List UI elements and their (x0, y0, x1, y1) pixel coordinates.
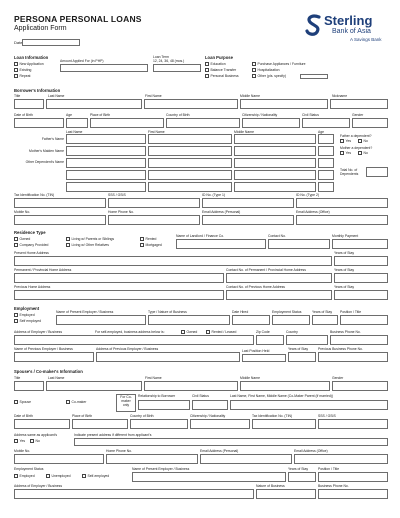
permanent-years-field[interactable] (334, 273, 388, 283)
spouse-emp-address-field[interactable] (14, 489, 254, 499)
father-dependent-no[interactable]: No (358, 139, 368, 143)
checkbox-icon[interactable] (14, 68, 18, 72)
form-subtitle: Application Form (14, 25, 67, 32)
spouse-civil-status-label: Civil Status (192, 394, 209, 398)
position-label: Position / Title (340, 310, 362, 314)
purpose-education[interactable]: Education (205, 62, 226, 66)
checkbox-icon[interactable] (14, 243, 18, 247)
for-comaker-label: For Co-maker only (120, 395, 132, 407)
sss-field[interactable] (108, 198, 200, 208)
res-company[interactable]: Company Provided (14, 243, 48, 247)
borrower-middlename-label: Middle Name (240, 94, 260, 98)
employer-address-label: Address of Employer / Business (14, 330, 63, 334)
last-position-field[interactable] (242, 354, 286, 362)
pob-label: Place of Birth (90, 113, 111, 117)
checkbox-icon[interactable] (66, 400, 70, 404)
dep2-lastname-field[interactable] (66, 170, 146, 180)
loan-type-new[interactable]: New Application (14, 62, 44, 66)
address-same-yes[interactable]: Yes (14, 439, 25, 443)
citizenship-field[interactable] (242, 118, 300, 128)
spouse-biz-phone-label: Business Phone No. (318, 484, 349, 488)
spouse-tin-label: Tax Identification No. (TIN) (252, 414, 293, 418)
spouse-middlename-field[interactable] (240, 381, 330, 391)
emp-years-label: Years of Stay (312, 310, 333, 314)
dependents-label: Other Dependent's Name (25, 160, 64, 164)
spouse-dob-label: Date of Birth (14, 414, 33, 418)
citizenship-label: Citizenship / Nationality (242, 113, 278, 117)
spouse-lastname-label: Last Name (48, 376, 65, 380)
id1-field[interactable] (202, 198, 294, 208)
opt-comaker[interactable]: Co-maker (66, 400, 86, 404)
email-office-field[interactable] (296, 215, 388, 225)
checkbox-icon[interactable] (140, 243, 144, 247)
checkbox-icon[interactable] (181, 330, 185, 334)
mother-firstname-field[interactable] (148, 146, 232, 156)
checkbox-icon[interactable] (340, 139, 344, 143)
spouse-title-field[interactable] (14, 381, 44, 391)
prev-phone-label: Previous Business Phone No. (318, 347, 363, 351)
zip-label: Zip Code (256, 330, 270, 334)
checkbox-icon[interactable] (30, 439, 34, 443)
loan-type-repeat[interactable]: Repeat (14, 74, 30, 78)
borrower-title-label: Title (14, 94, 21, 98)
monthly-payment-label: Monthly Payment (332, 234, 359, 238)
spouse-emp-unemployed[interactable]: Unemployed (46, 474, 71, 478)
previous-address-label: Previous Home Address (14, 285, 51, 289)
spouse-tin-field[interactable] (252, 419, 316, 429)
gender-field[interactable] (352, 118, 388, 128)
landlord-contact-label: Contact No. (268, 234, 286, 238)
home-phone-label: Home Phone No. (108, 210, 135, 214)
spouse-citizenship-field[interactable] (190, 419, 250, 429)
dep3-age-field[interactable] (318, 182, 334, 192)
previous-contact-field[interactable] (226, 290, 332, 300)
family-middlename-header: Middle Name (234, 130, 254, 134)
spouse-middlename-label: Middle Name (240, 376, 260, 380)
parent-name-field[interactable] (230, 400, 388, 410)
employer-name-label: Name of Present Employer / Business (56, 310, 114, 314)
employment-status-label: Employment Status (272, 310, 302, 314)
prev-years-field[interactable] (288, 352, 316, 362)
mother-middlename-field[interactable] (234, 146, 316, 156)
res-mortgaged[interactable]: Mortgaged (140, 243, 162, 247)
spouse-sss-label: SSS / GSIS (318, 414, 336, 418)
dep2-age-field[interactable] (318, 170, 334, 180)
spouse-emp-status-label: Employment Status (14, 467, 44, 471)
prev-employer-field[interactable] (14, 352, 94, 362)
spouse-cob-field[interactable] (130, 419, 188, 429)
borrower-title-field[interactable] (14, 99, 44, 109)
borrower-firstname-label: First Name (145, 94, 162, 98)
dep1-middlename-field[interactable] (234, 158, 316, 168)
date-label: Date (14, 40, 23, 45)
date-hired-label: Date Hired (232, 310, 249, 314)
mother-lastname-field[interactable] (66, 146, 146, 156)
spouse-emp-employed[interactable]: Employed (14, 474, 35, 478)
dob-field[interactable] (14, 118, 64, 128)
borrower-lastname-field[interactable] (46, 99, 142, 109)
business-type-field[interactable] (148, 315, 230, 325)
position-field[interactable] (340, 315, 388, 325)
dep2-middlename-field[interactable] (234, 170, 316, 180)
previous-contact-label: Contact No. of Previous Home Address (226, 285, 285, 289)
father-firstname-field[interactable] (148, 134, 232, 144)
purpose-other[interactable]: Other (pls. specify) (252, 74, 286, 78)
checkbox-icon[interactable] (205, 68, 209, 72)
amount-label: Amount Applied For (in PHP) (60, 59, 104, 63)
checkbox-icon[interactable] (14, 400, 18, 404)
permanent-address-label: Permanent / Provincial Home Address (14, 268, 72, 272)
spouse-cob-label: Country of Birth (130, 414, 154, 418)
mother-dependent-yes[interactable]: Yes (340, 151, 351, 155)
logo-bank: Bank of Asia (332, 28, 371, 35)
present-address-label: Present Home Address (14, 251, 49, 255)
biz-rented[interactable]: Rented / Leased (206, 330, 236, 334)
prev-phone-field[interactable] (318, 352, 388, 362)
mother-dependent-no[interactable]: No (358, 151, 368, 155)
form-title: PERSONA PERSONAL LOANS (14, 14, 142, 24)
dob-label: Date of Birth (14, 113, 33, 117)
employer-name-field[interactable] (56, 315, 146, 325)
email-personal-field[interactable] (202, 215, 294, 225)
prev-address-field[interactable] (96, 352, 240, 362)
family-lastname-header: Last Name (66, 130, 83, 134)
checkbox-icon[interactable] (206, 330, 210, 334)
father-dependent-label: Father a dependent? (340, 134, 372, 138)
spouse-civil-status-field[interactable] (192, 400, 228, 410)
checkbox-icon[interactable] (46, 474, 50, 478)
civil-status-label: Civil Status (302, 113, 319, 117)
spouse-mobile-field[interactable] (14, 454, 104, 464)
relationship-label: Relationship to Borrower (138, 394, 176, 398)
spouse-mobile-label: Mobile No. (14, 449, 31, 453)
monthly-payment-field[interactable] (332, 239, 388, 249)
relationship-field[interactable] (138, 400, 190, 410)
previous-years-field[interactable] (334, 290, 388, 300)
checkbox-icon[interactable] (140, 237, 144, 241)
present-years-field[interactable] (334, 256, 388, 266)
mother-dependent-label: Mother a dependent? (340, 146, 373, 150)
checkbox-icon[interactable] (252, 62, 256, 66)
last-position-label: Last Position Held (242, 349, 270, 353)
spouse-email-personal-label: Email Address (Personal) (200, 449, 239, 453)
spouse-employer-field[interactable] (132, 472, 286, 482)
landlord-field[interactable] (176, 239, 266, 249)
sss-label: SSS / GSIS (108, 193, 126, 197)
spouse-home-phone-field[interactable] (106, 454, 198, 464)
id2-field[interactable] (296, 198, 388, 208)
previous-years-label: Years of Stay (334, 285, 355, 289)
business-type-label: Type / Nature of Business (148, 310, 187, 314)
spouse-home-phone-label: Home Phone No. (106, 449, 133, 453)
spouse-pob-field[interactable] (72, 419, 128, 429)
checkbox-icon[interactable] (14, 474, 18, 478)
email-personal-label: Email Address (Personal) (202, 210, 241, 214)
logo (305, 13, 390, 53)
spouse-sss-field[interactable] (318, 419, 388, 429)
previous-address-field[interactable] (14, 290, 224, 300)
mother-age-field[interactable] (318, 146, 334, 156)
gender-label: Gender (352, 113, 364, 117)
spouse-years-label: Years of Stay (288, 467, 309, 471)
spouse-dob-field[interactable] (14, 419, 70, 429)
father-age-field[interactable] (318, 134, 334, 144)
loan-purpose-heading: Loan Purpose (205, 55, 233, 60)
father-dependent-yes[interactable]: Yes (340, 139, 351, 143)
permanent-contact-label: Contact No. of Permanent / Provincial Home Address (226, 268, 306, 272)
present-address-field[interactable] (14, 256, 332, 266)
spouse-heading: Spouse's / Co-maker's Information (14, 369, 83, 374)
father-label: Father's Name (41, 137, 64, 141)
dep1-lastname-field[interactable] (66, 158, 146, 168)
purpose-balance-transfer[interactable]: Balance Transfer (205, 68, 236, 72)
borrower-nickname-field[interactable] (330, 99, 388, 109)
logo-tagline: A Savings Bank (350, 37, 382, 42)
spouse-years-field[interactable] (288, 472, 316, 482)
total-dependents-label: Total No. of Dependents (340, 168, 359, 176)
checkbox-icon[interactable] (14, 319, 18, 323)
checkbox-icon[interactable] (252, 74, 256, 78)
loan-term-field[interactable] (153, 64, 201, 72)
mobile-field[interactable] (14, 215, 106, 225)
res-owned[interactable]: Owned (14, 237, 30, 241)
landlord-label: Name of Landlord / Finance Co. (176, 234, 225, 238)
pob-field[interactable] (90, 118, 164, 128)
spouse-address-field[interactable] (74, 438, 388, 446)
id1-label: ID No. (Type 1) (202, 193, 225, 197)
civil-status-field[interactable] (302, 118, 350, 128)
checkbox-icon[interactable] (340, 151, 344, 155)
spouse-email-personal-field[interactable] (200, 454, 292, 464)
date-field[interactable] (22, 39, 80, 46)
checkbox-icon[interactable] (82, 474, 86, 478)
borrower-lastname-label: Last Name (48, 94, 65, 98)
biz-owned[interactable]: Owned (181, 330, 197, 334)
address-same-no[interactable]: No (30, 439, 40, 443)
borrower-heading: Borrower's Information (14, 88, 61, 93)
purpose-hospitalization[interactable]: Hospitalization (252, 68, 280, 72)
date-hired-field[interactable] (232, 315, 270, 325)
checkbox-icon[interactable] (66, 237, 70, 241)
biz-phone-field[interactable] (330, 335, 388, 345)
mobile-label: Mobile No. (14, 210, 31, 214)
logo-name: Sterling (324, 13, 373, 28)
dep1-age-field[interactable] (318, 158, 334, 168)
emp-employed[interactable]: Employed (14, 313, 35, 317)
address-indicate-label: Indicate present address if different from applicant's (74, 433, 152, 437)
dep3-firstname-field[interactable] (148, 182, 232, 192)
emp-self-employed[interactable]: Self employed (14, 319, 41, 323)
spouse-lastname-field[interactable] (46, 381, 142, 391)
cob-label: Country of Birth (166, 113, 190, 117)
country-field[interactable] (286, 335, 328, 345)
res-relatives[interactable]: Living w/ Other Relatives (66, 243, 109, 247)
spouse-firstname-label: First Name (145, 376, 162, 380)
checkbox-icon[interactable] (205, 74, 209, 78)
spouse-email-office-field[interactable] (294, 454, 388, 464)
spouse-position-field[interactable] (318, 472, 388, 482)
spouse-emp-self-employed[interactable]: Self-employed (82, 474, 109, 478)
checkbox-icon[interactable] (14, 313, 18, 317)
borrower-middlename-field[interactable] (240, 99, 328, 109)
country-label: Country (286, 330, 298, 334)
purpose-appliances[interactable]: Purchase Appliances / Furniture (252, 62, 306, 66)
emp-years-field[interactable] (312, 315, 338, 325)
spouse-position-label: Position / Title (318, 467, 340, 471)
prev-employer-label: Name of Previous Employer / Business (14, 347, 73, 351)
age-field[interactable] (66, 118, 88, 128)
spouse-employer-label: Name of Present Employer / Business (132, 467, 190, 471)
home-phone-field[interactable] (108, 215, 200, 225)
checkbox-icon[interactable] (205, 62, 209, 66)
borrower-firstname-field[interactable] (144, 99, 238, 109)
checkbox-icon[interactable] (358, 151, 362, 155)
father-middlename-field[interactable] (234, 134, 316, 144)
employment-heading: Employment (14, 306, 40, 311)
checkbox-icon[interactable] (358, 139, 362, 143)
email-office-label: Email Address (Office) (296, 210, 330, 214)
amount-field[interactable] (60, 64, 148, 72)
total-dependents-field[interactable] (366, 167, 388, 177)
address-same-label: Address same as applicant's (14, 433, 58, 437)
employment-status-field[interactable] (272, 315, 310, 325)
permanent-address-field[interactable] (14, 273, 224, 283)
spouse-pob-label: Place of Birth (72, 414, 93, 418)
spouse-biz-phone-field[interactable] (318, 489, 388, 499)
family-firstname-header: First Name (148, 130, 165, 134)
res-parents[interactable]: Living w/ Parents or Siblings (66, 237, 114, 241)
prev-years-label: Years of Stay (288, 347, 309, 351)
purpose-other-field[interactable] (300, 74, 328, 79)
age-label: Age (66, 113, 73, 117)
residence-heading: Residence Type (14, 230, 46, 235)
employer-address-field[interactable] (14, 335, 254, 345)
zip-field[interactable] (256, 335, 284, 345)
father-lastname-field[interactable] (66, 134, 146, 144)
permanent-years-label: Years of Stay (334, 268, 355, 272)
prev-address-label: Address of Previous Employer / Business (96, 347, 159, 351)
permanent-contact-field[interactable] (226, 273, 332, 283)
loan-term-options: 12, 24, 36, 48 (mos.) (153, 59, 185, 63)
present-years-label: Years of Stay (334, 251, 355, 255)
cob-field[interactable] (166, 118, 240, 128)
mother-label: Mother's Maiden Name (29, 149, 64, 153)
spouse-emp-address-label: Address of Employer / Business (14, 484, 63, 488)
checkbox-icon[interactable] (14, 439, 18, 443)
spouse-gender-field[interactable] (332, 381, 388, 391)
biz-phone-label: Business Phone No. (330, 330, 361, 334)
spouse-gender-label: Gender (332, 376, 344, 380)
spouse-citizenship-label: Citizenship / Nationality (190, 414, 226, 418)
dep1-firstname-field[interactable] (148, 158, 232, 168)
loan-type-existing[interactable]: Existing (14, 68, 31, 72)
self-employed-label: For self-employed, business address below is: (95, 330, 165, 334)
purpose-personal-business[interactable]: Personal Business (205, 74, 239, 78)
opt-spouse[interactable]: Spouse (14, 400, 31, 404)
tin-label: Tax Identification No. (TIN) (14, 193, 55, 197)
loan-info-heading: Loan Information (14, 55, 49, 60)
spouse-firstname-field[interactable] (144, 381, 238, 391)
parent-name-label: Last Name, First Name, Middle Name (Co-Maker Parent (if married)) (230, 394, 334, 398)
checkbox-icon[interactable] (14, 237, 18, 241)
family-age-header: Age (318, 130, 325, 134)
loan-term-label: Loan Term (153, 55, 169, 59)
spouse-nature-label: Nature of Business (256, 484, 285, 488)
tin-field[interactable] (14, 198, 106, 208)
borrower-nickname-label: Nickname (332, 94, 348, 98)
spouse-email-office-label: Email Address (Office) (294, 449, 328, 453)
spouse-nature-field[interactable] (256, 489, 316, 499)
dep3-middlename-field[interactable] (234, 182, 316, 192)
sterling-logo-icon (305, 14, 323, 36)
landlord-contact-field[interactable] (268, 239, 330, 249)
checkbox-icon[interactable] (66, 243, 70, 247)
dep2-firstname-field[interactable] (148, 170, 232, 180)
id2-label: ID No. (Type 2) (296, 193, 319, 197)
checkbox-icon[interactable] (252, 68, 256, 72)
spouse-title-label: Title (14, 376, 21, 380)
dep3-lastname-field[interactable] (66, 182, 146, 192)
checkbox-icon[interactable] (14, 62, 18, 66)
res-rented[interactable]: Rented (140, 237, 156, 241)
checkbox-icon[interactable] (14, 74, 18, 78)
